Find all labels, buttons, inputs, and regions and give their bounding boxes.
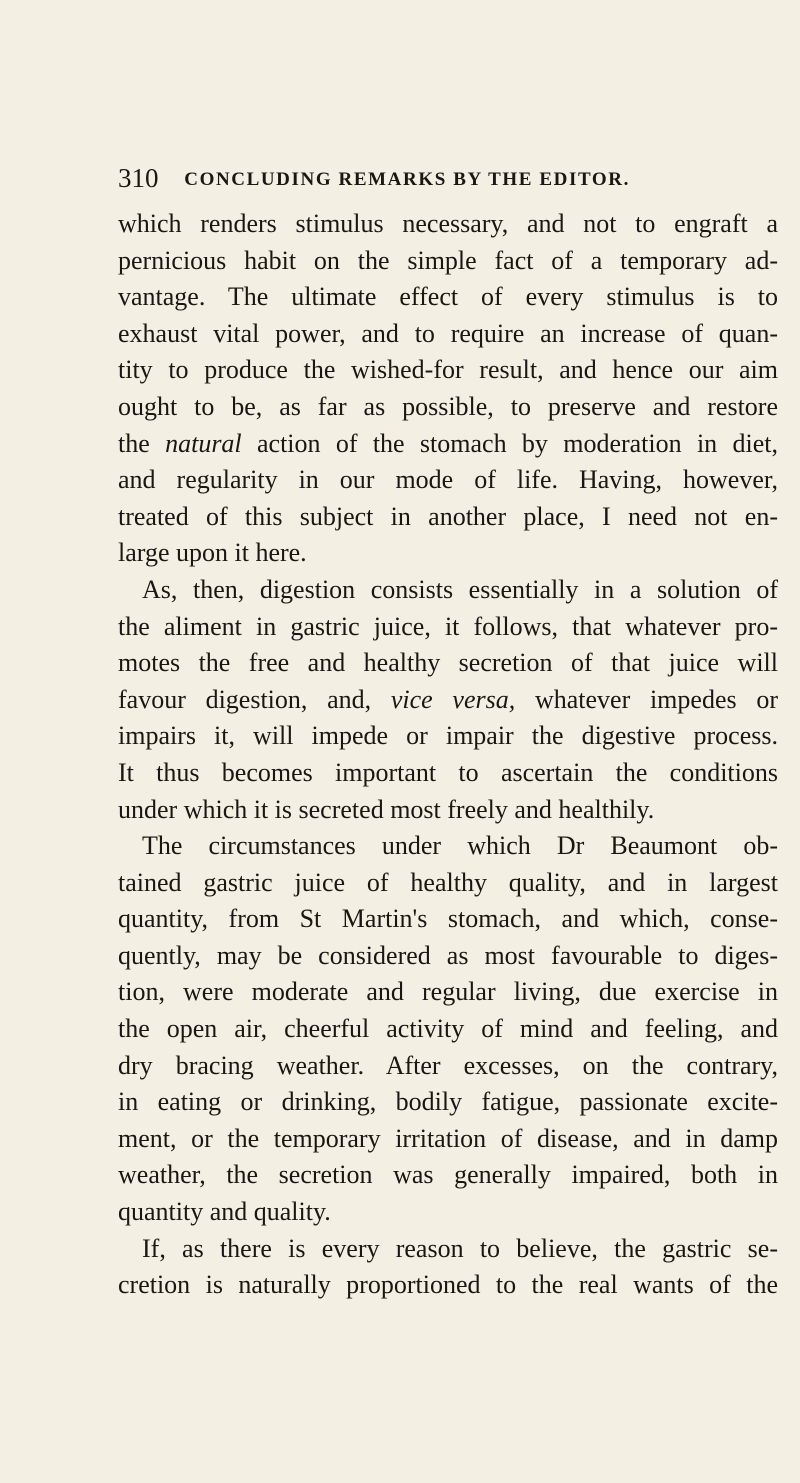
text-line: vantage. The ultimate effect of every stimulus is to xyxy=(118,282,778,312)
text-line xyxy=(118,682,778,719)
line-text: action of the stomach by moderation in diet, xyxy=(241,428,778,458)
text-line: the open air, cheerful activity of mind and feeling, and xyxy=(118,1014,778,1044)
text-line: which renders stimulus necessary, and not to engraft a xyxy=(118,209,778,238)
text-line: impairs it, will impede or impair the digestive process. xyxy=(118,721,778,751)
text-line: It thus becomes important to ascertain the conditions xyxy=(118,757,778,787)
paragraph-first-line: The circumstances under which Dr Beaumont ob- xyxy=(142,831,778,861)
text-line: and regularity in our mode of life. Having, however, xyxy=(118,465,778,495)
text-line: motes the free and healthy secretion of that juice will xyxy=(118,648,778,678)
text-line: exhaust vital power, and to require an increase of quan- xyxy=(118,318,778,348)
text-line: under which it is secreted most freely and healthily. xyxy=(118,794,655,824)
text-line xyxy=(118,426,778,463)
running-head xyxy=(118,163,798,195)
body-text xyxy=(118,206,778,1304)
page-number: 310 xyxy=(118,163,159,193)
text-line: tained gastric juice of healthy quality, and in largest xyxy=(118,867,778,897)
text-line: large upon it here. xyxy=(118,538,307,568)
paragraph-first-line: As, then, digestion consists essentially in a solution of xyxy=(142,574,778,604)
text-line: tity to produce the wished-for result, and hence our aim xyxy=(118,355,778,385)
italic-text: natural xyxy=(165,428,242,458)
text-line: ought to be, as far as possible, to preserve and restore xyxy=(118,391,778,421)
text-line: the aliment in gastric juice, it follows, that whatever pro- xyxy=(118,611,778,641)
text-line: weather, the secretion was generally impaired, both in xyxy=(118,1160,778,1190)
line-text: the xyxy=(118,428,166,458)
text-line: in eating or drinking, bodily fatigue, passionate excite- xyxy=(118,1087,778,1117)
paragraph-first-line: If, as there is every reason to believe, the gastric se- xyxy=(142,1233,778,1263)
line-text: whatever impedes or xyxy=(515,684,778,714)
line-text: favour digestion, and, xyxy=(118,684,391,714)
text-line: dry bracing weather. After excesses, on the contrary, xyxy=(118,1050,778,1080)
text-line: quently, may be considered as most favourable to diges- xyxy=(118,940,778,970)
text-line: cretion is naturally proportioned to the real wants of the xyxy=(118,1270,778,1300)
italic-text: vice versa, xyxy=(390,684,516,714)
text-line: quantity and quality. xyxy=(118,1197,331,1227)
text-line: treated of this subject in another place, I need not en- xyxy=(118,501,778,531)
text-line: ment, or the temporary irritation of disease, and in damp xyxy=(118,1123,778,1153)
text-line: tion, were moderate and regular living, due exercise in xyxy=(118,977,778,1007)
running-title: CONCLUDING REMARKS BY THE EDITOR. xyxy=(184,169,630,190)
text-line: pernicious habit on the simple fact of a temporary ad- xyxy=(118,245,778,275)
text-line: quantity, from St Martin's stomach, and which, conse- xyxy=(118,904,778,934)
